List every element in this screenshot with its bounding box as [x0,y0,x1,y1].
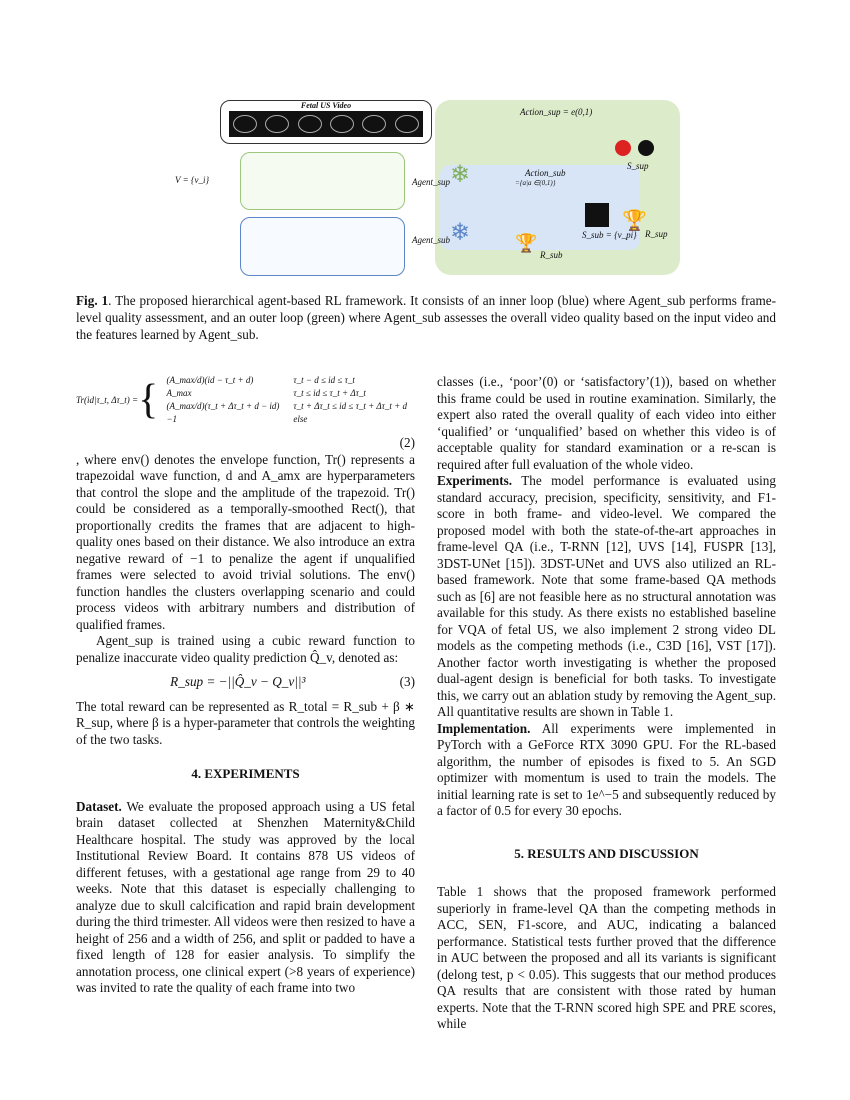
video-frames [229,111,423,137]
paragraph: Table 1 shows that the proposed framework performed superiorly in frame-level QA than the competing methods in ACC, SEN, F1-score, and AUC, indicating a balanced performance. Statistical tests further proved that the difference in AUC between the proposed and all its variants is significant (delong test, p < 0.05). This suggests that our method produces QA results that are consistent with those rated by human experts. Note that the T-RNN scored high SPE and PRE scores, while [437,884,776,1031]
paragraph: classes (i.e., ‘poor’(0) or ‘satisfactory’(1)), based on whether this frame could be used in routine examination. Similarly, the expert also rated the overall quality of each video into either ‘qualified’ or ‘unqualified’ based on whether this video is of acceptable quality for standard examination or a re-scan is required after full evaluation of the whole video. [437,374,776,472]
right-column [437,374,776,1033]
s-sub-label: S_sub = {v_pi} [582,230,637,240]
agent-sup-label: Agent_sup [412,177,450,187]
eq2-cell: (A_max/d)(id − τ_t + d) [166,375,254,385]
qualified-badge-icon [615,140,631,156]
r-sub-trophy-icon: 🏆 [515,233,538,253]
agent-sup-icon: ❄ [450,162,471,188]
eq2-number: (2) [399,435,415,450]
eq2-cell: τ_t − d ≤ id ≤ τ_t [293,375,355,385]
eq2-lhs: Tr(id|τ_t, Δτ_t) = [76,394,139,405]
equation-2: Tr(id|τ_t, Δτ_t) = { (A_max/d)(id − τ_t + d) τ_t − d ≤ id ≤ τ_t A_max τ_t ≤ id ≤ τ_t + Δτ_t (A_max/d)(τ_t + Δτ_t + d − id) τ_t + Δτ_t ≤ id ≤ τ_t + Δτ_t + d −1 else [76,373,415,427]
paragraph: , where env() denotes the envelope function, Tr() represents a trapezoidal wave function, d and A_amx are hyperparameters that control the slope and the amplitude of the trapezoid. Tr() could be considered as a temporally-smoothed Rect(), that proportionally credits the frames that are adjacent to high-quality ones based on their distance. We also introduce an extra negative reward of −1 to penalize the agent if unqualified frames were selected to avoid trivial solutions. The env() function handles the clusters overlapping scenario and could process videos with arbitrary numbers and distribution of qualified frames. [76,451,415,632]
v-label: V = {v_i} [175,175,210,185]
caption-text: . The proposed hierarchical agent-based RL framework. It consists of an inner loop (blue) where Agent_sub performs frame-level quality assessment, and an outer loop (green) where Agent_sub assesses the overall video quality based on the input video and the features learned by Agent_sub. [76,293,776,342]
action-sub-set: ={a|a ∈(0,1)} [515,179,556,187]
paragraph: Dataset. We evaluate the proposed approach using a US fetal brain dataset collected at Shenzhen Maternity&Child Healthcare hospital. The study was approved by the local Institutional Review Board. It contains 878 US videos of different fetuses, with a gestational age range from 29 to 40 weeks. Note that this dataset is especially challenging to analyze due to skull calcification and rapid brain development during the third trimester. All videos were then resized to have a height of 256 and a width of 256, and split or padded to have a fixed length of 128 for easier analysis. To simplify the annotation process, one clinical expert (>8 years of experience) was invited to rate the quality of each frame into two [76,798,415,995]
eq2-cell: τ_t + Δτ_t ≤ id ≤ τ_t + Δτ_t + d [293,401,407,411]
green-feature-panel [240,152,405,210]
video-title: Fetal US Video [300,101,352,110]
r-sub-label: R_sub [540,250,563,260]
frames-stack-icon [585,203,609,227]
eq2-cell: τ_t ≤ id ≤ τ_t + Δτ_t [293,388,366,398]
caption-label: Fig. 1 [76,293,109,308]
left-column [76,365,415,997]
paragraph: Agent_sup is trained using a cubic reward function to penalize inaccurate video quality prediction Q̂_v, denoted as: [76,633,415,665]
action-sub-label: Action_sub [525,168,566,178]
eq2-cell: else [293,414,308,424]
eq2-cell: A_max [166,388,192,398]
r-sup-label: R_sup [645,229,668,239]
paragraph: The total reward can be represented as R_total = R_sub + β ∗ R_sup, where β is a hyper-parameter that controls the weighting of the two tasks. [76,698,415,747]
figure-caption [76,292,776,343]
agent-sub-label: Agent_sub [412,235,450,245]
unqualified-badge-icon [638,140,654,156]
blue-feature-panel [240,217,405,276]
equation-3: R_sup = −||Q̂_v − Q_v||³ (3) [170,674,415,689]
action-sup-label: Action_sup = e(0,1) [520,107,593,117]
agent-sub-icon: ❄ [450,220,471,246]
r-sup-trophy-icon: 🏆 [622,210,647,232]
eq2-cell: (A_max/d)(τ_t + Δτ_t + d − id) [166,401,280,411]
section-heading: 4. EXPERIMENTS [191,766,300,781]
section-heading: 5. RESULTS AND DISCUSSION [514,845,699,861]
paragraph: Implementation. All experiments were implemented in PyTorch with a GeForce RTX 3090 GPU. For the RL-based algorithm, the number of episodes is fixed to 5. An SGD optimizer with momentum is used to train the models. The initial learning rate is set to 1e^−5 and subsequently reduced by a factor of 0.5 for every 30 epochs. [437,720,776,818]
eq2-cases [158,373,415,427]
video-panel [220,100,432,144]
figure-1 [175,95,680,280]
eq2-cell: −1 [166,414,178,424]
paragraph: Experiments. The model performance is evaluated using standard accuracy, precision, specificity, sensitivity, and F1-score in both frame- and video-level. We compared the proposed model with both the state-of-the-art approaches in frame-level QA (i.e., T-RNN [12], UVS [14], FUSPR [13], 3DST-UNet [15]). 3DST-UNet and UVS also utilized an RL-based framework. Note that some frame-based QA methods such as [6] are not feasible here as no structural annotation was available for this study. As there exists no established baseline for VQA of fetal US, we also implement 2 strong video DL models as the competing methods (i.e., C3D [16], VST [17]). Another factor worth investigating is whether the proposed dual-agent design is beneficial for both tasks. To investigate this, we carry out an ablation study by removing the Agent_sup. All quantitative results are shown in Table 1. [437,473,776,719]
s-sup-label: S_sup [627,161,649,171]
